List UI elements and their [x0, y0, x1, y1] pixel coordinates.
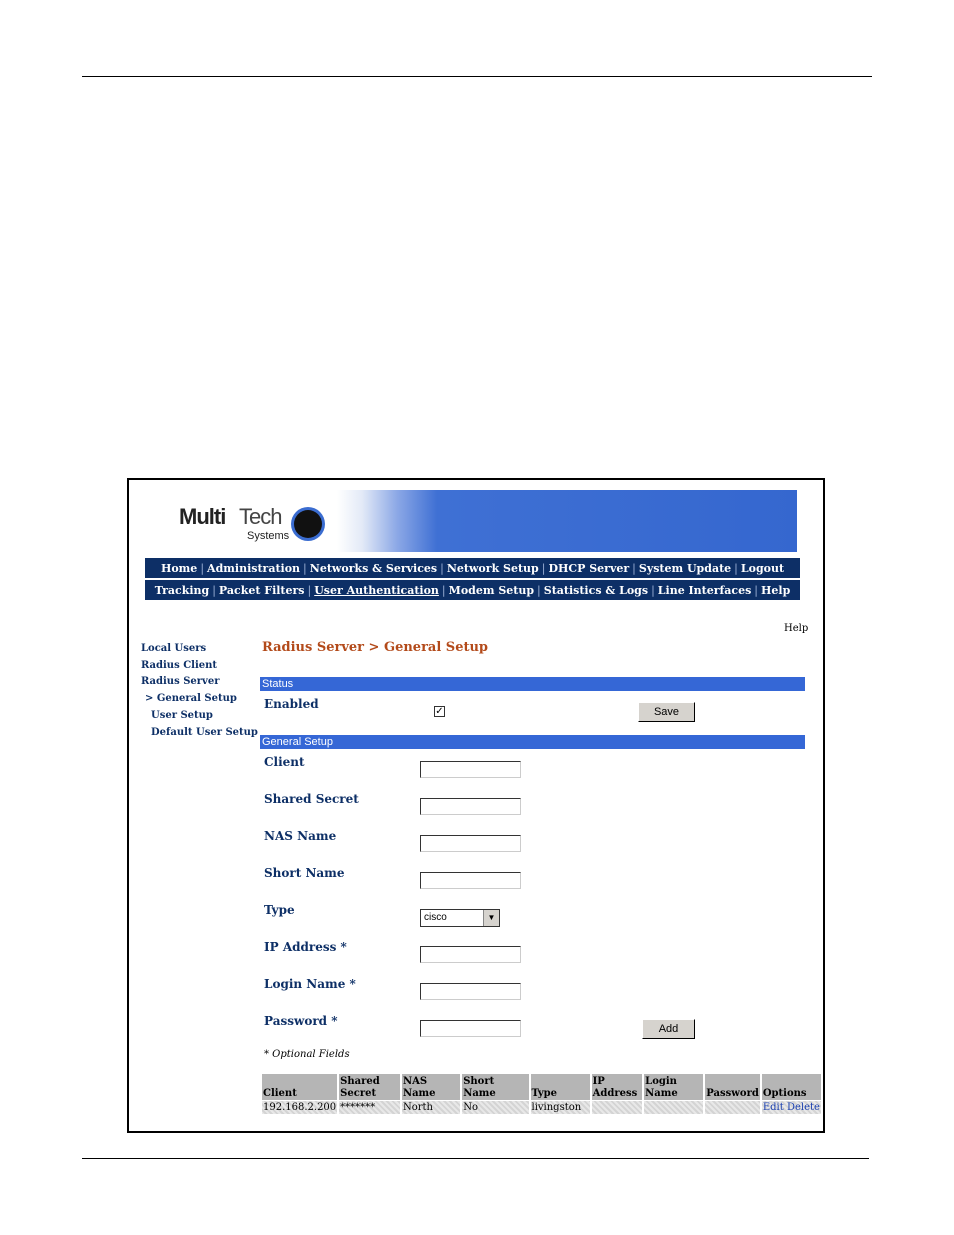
nav-network-setup[interactable]: Network Setup: [446, 561, 539, 575]
type-label: Type: [264, 903, 295, 917]
col-short-name: Short Name: [462, 1074, 528, 1100]
col-options: Options: [762, 1074, 821, 1100]
multitech-logo: [179, 504, 339, 544]
sidebar-item-default-user-setup[interactable]: Default User Setup: [151, 727, 258, 738]
logo-tech: Tech: [239, 504, 282, 529]
nav-tracking[interactable]: Tracking: [154, 583, 210, 597]
short-name-input[interactable]: [420, 872, 521, 889]
page-footer-rule: [82, 1158, 869, 1159]
nav-logout[interactable]: Logout: [740, 561, 785, 575]
cell-options: [762, 1101, 821, 1114]
main-nav-top: Home | Administration | Networks & Services | Network Setup | DHCP Server | System Update | Logout: [145, 558, 800, 578]
nav-modem-setup[interactable]: Modem Setup: [448, 583, 535, 597]
ip-address-label: IP Address *: [264, 940, 347, 954]
clients-table: [260, 1073, 823, 1115]
nav-line-interfaces[interactable]: Line Interfaces: [657, 583, 752, 597]
status-section-header: Status: [260, 677, 805, 691]
dropdown-arrow-icon[interactable]: ▼: [483, 910, 499, 926]
login-name-input[interactable]: [420, 983, 521, 1000]
ip-address-input[interactable]: [420, 946, 521, 963]
col-password: Password: [705, 1074, 760, 1100]
table-header-row: [262, 1074, 821, 1100]
nas-name-label: NAS Name: [264, 829, 337, 843]
enabled-label: Enabled: [264, 697, 319, 711]
nav-user-authentication[interactable]: User Authentication: [314, 583, 439, 597]
save-button[interactable]: Save: [638, 702, 695, 722]
nav-system-update[interactable]: System Update: [638, 561, 732, 575]
col-shared-secret: Shared Secret: [339, 1074, 400, 1100]
page-header-rule: [82, 76, 872, 77]
cell-login-name: [644, 1101, 703, 1114]
password-input[interactable]: [420, 1020, 521, 1037]
nav-dhcp-server[interactable]: DHCP Server: [548, 561, 630, 575]
shared-secret-input[interactable]: [420, 798, 521, 815]
logo-multi: Multi: [179, 504, 226, 529]
type-select[interactable]: [420, 909, 500, 927]
cell-ip-address: [592, 1101, 643, 1114]
general-setup-section-header: General Setup: [260, 735, 805, 749]
nav-networks-services[interactable]: Networks & Services: [309, 561, 438, 575]
col-client: Client: [262, 1074, 337, 1100]
cell-password: [705, 1101, 760, 1114]
short-name-label: Short Name: [264, 866, 345, 880]
header-banner: [147, 490, 797, 552]
nav-administration[interactable]: Administration: [207, 561, 301, 575]
enabled-checkbox[interactable]: ✓: [435, 706, 444, 717]
cell-short-name: No: [462, 1101, 528, 1114]
logo-systems: Systems: [247, 530, 290, 542]
shared-secret-label: Shared Secret: [264, 792, 359, 806]
col-nas-name: NAS Name: [402, 1074, 460, 1100]
add-button[interactable]: Add: [642, 1019, 695, 1039]
cell-nas-name: North: [402, 1101, 460, 1114]
nas-name-input[interactable]: [420, 835, 521, 852]
nav-home[interactable]: Home: [160, 561, 198, 575]
login-name-label: Login Name *: [264, 977, 356, 991]
optional-fields-note: * Optional Fields: [264, 1049, 350, 1060]
table-row: [262, 1101, 821, 1114]
logo-globe-icon: [294, 510, 322, 538]
delete-link[interactable]: Delete: [786, 1102, 820, 1113]
page-title-breadcrumb: Radius Server > General Setup: [262, 640, 489, 655]
type-selected-value: cisco: [424, 912, 447, 923]
sidebar-item-local-users[interactable]: Local Users: [141, 643, 207, 654]
browser-screenshot-frame: [127, 478, 825, 1133]
sidebar-item-general-setup[interactable]: > General Setup: [145, 693, 237, 704]
nav-statistics-logs[interactable]: Statistics & Logs: [543, 583, 649, 597]
col-type: Type: [531, 1074, 590, 1100]
cell-type: livingston: [531, 1101, 590, 1114]
main-nav-bottom: Tracking | Packet Filters | User Authentication | Modem Setup | Statistics & Logs | Line Interfaces | Help: [145, 580, 800, 600]
col-login-name: Login Name: [644, 1074, 703, 1100]
sidebar-item-radius-client[interactable]: Radius Client: [141, 660, 218, 671]
cell-client: 192.168.2.200: [263, 1102, 337, 1113]
client-label: Client: [264, 755, 305, 769]
nav-packet-filters[interactable]: Packet Filters: [218, 583, 305, 597]
password-label: Password *: [264, 1014, 338, 1028]
help-link[interactable]: Help: [784, 623, 809, 634]
sidebar-item-user-setup[interactable]: User Setup: [151, 710, 213, 721]
client-input[interactable]: [420, 761, 521, 778]
nav-help[interactable]: Help: [761, 583, 791, 597]
edit-link[interactable]: Edit: [762, 1102, 784, 1113]
cell-shared-secret: *******: [339, 1101, 400, 1114]
col-ip-address: IP Address: [592, 1074, 643, 1100]
sidebar-item-radius-server[interactable]: Radius Server: [141, 676, 220, 687]
